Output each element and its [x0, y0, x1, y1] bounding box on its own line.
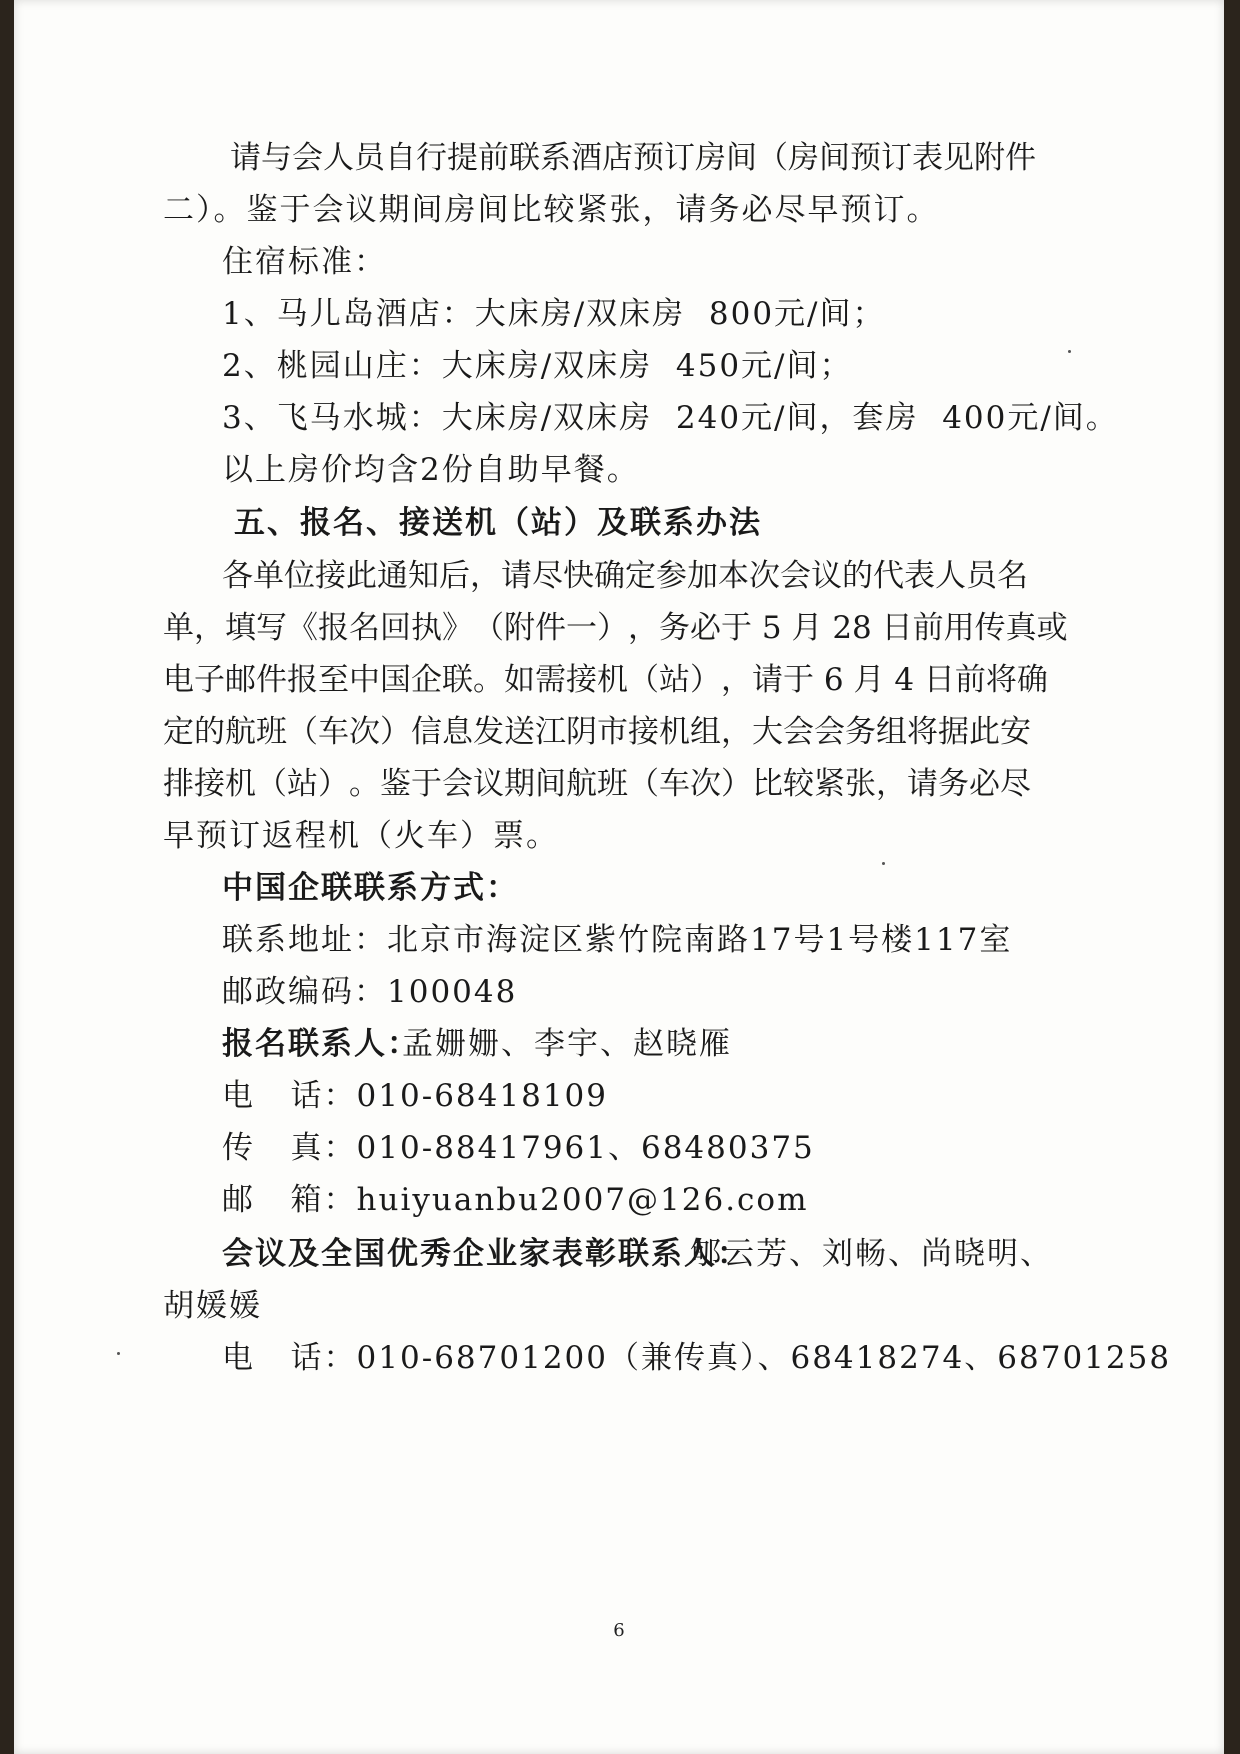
body-line-11: 电 子 邮 件 报 至 中 国 企 联 。 如 需 接 机 （ 站 ） ， 请 于 6 月 4 日 前 将 确: [163, 662, 1048, 698]
lodging-heading: 住宿标准：: [222, 244, 387, 280]
body-line-12: 定 的 航 班 （ 车 次 ） 信 息 发 送 江 阴 市 接 机 组 ， 大 会 会 务 组 将 据 此 安: [163, 714, 1031, 750]
awards-contact-names-cont: 胡媛媛: [163, 1288, 262, 1324]
page-number: 6: [613, 1620, 625, 1641]
section-heading-5: 五、报名、接送机（站）及联系办法: [234, 505, 762, 541]
contact-heading: 中国企联联系方式：: [222, 870, 519, 906]
document-page: [14, 0, 1224, 1754]
awards-contact-names: 郇云芳、刘畅、尚晓明、: [690, 1236, 1053, 1272]
hotel-1: 1、马儿岛酒店：大床房/双床房 800元/间；: [222, 296, 886, 332]
hotel-2: 2、桃园山庄：大床房/双床房 450元/间；: [222, 348, 853, 384]
scan-speck: [117, 1352, 120, 1355]
body-line-2: 二）。鉴于会议期间房间比较紧张，请务必尽早预订。: [163, 192, 940, 228]
contact-address: 联系地址：北京市海淀区紫竹院南路17号1号楼117室: [222, 922, 1013, 958]
email-line: 邮 箱：huiyuanbu2007@126.com: [222, 1182, 809, 1218]
body-line-9: 各 单 位 接 此 通 知 后 ， 请 尽 快 确 定 参 加 本 次 会 议 的 代 表 人 员 名: [222, 558, 1028, 594]
scan-speck: [882, 862, 885, 865]
body-line-13: 排 接 机 （ 站 ） 。 鉴 于 会 议 期 间 航 班 （ 车 次 ） 比 较 紧 张 ， 请 务 必 尽: [163, 766, 1031, 802]
registration-contact-label: 报名联系人：: [222, 1026, 420, 1062]
registration-contact-names: 孟姗姗、李宇、赵晓雁: [402, 1026, 732, 1062]
scan-speck: [1068, 350, 1071, 353]
hotel-3: 3、飞马水城：大床房/双床房 240元/间，套房 400元/间。: [222, 400, 1119, 436]
awards-contact-label: 会议及全国优秀企业家表彰联系人：: [222, 1236, 750, 1272]
body-line-14: 早预订返程机（火车）票。: [163, 818, 559, 854]
body-line-10: 单 ， 填 写 《 报 名 回 执 》 （ 附 件 一 ） ， 务 必 于 5 月 2 8 日 前 用 传 真 或: [163, 610, 1068, 646]
fax-line: 传 真：010-88417961、68480375: [222, 1130, 815, 1166]
body-line-1: 请 与 会 人 员 自 行 提 前 联 系 酒 店 预 订 房 间 （ 房 间 预 订 表 见 附 件: [230, 140, 1036, 176]
breakfast-note: 以上房价均含2份自助早餐。: [222, 452, 640, 488]
phone-line-1: 电 话：010-68418109: [222, 1078, 608, 1114]
postal-code: 邮政编码：100048: [222, 974, 518, 1010]
phone-line-2: 电 话：010-68701200（兼传真）、68418274、68701258: [222, 1340, 1172, 1376]
